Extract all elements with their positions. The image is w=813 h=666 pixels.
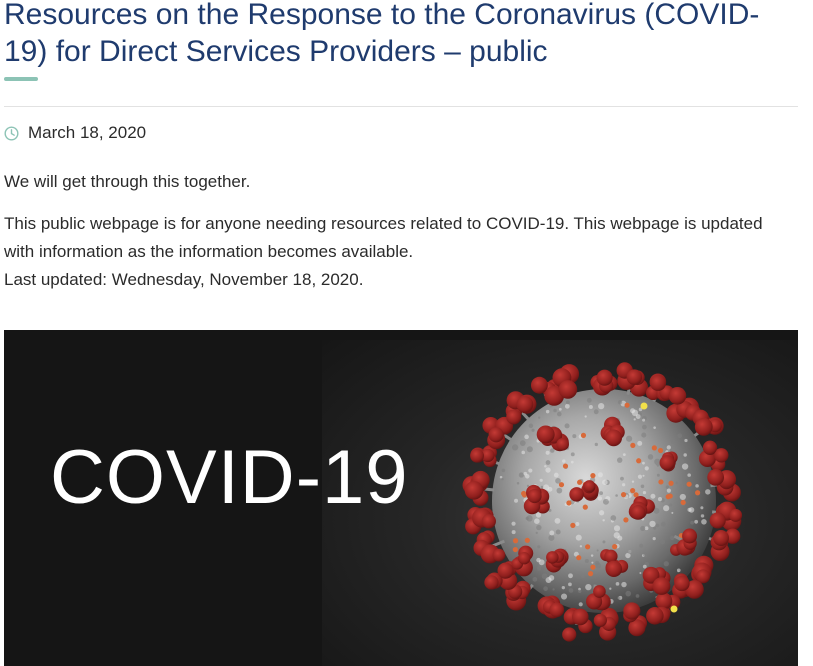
intro-text: We will get through this together.: [4, 172, 251, 191]
divider: [4, 106, 798, 107]
clock-icon: [4, 126, 19, 141]
post-date-row: [4, 123, 146, 143]
covid-banner-image: [4, 330, 798, 666]
banner-text: COVID-19: [50, 435, 409, 520]
coronavirus-illustration: [444, 336, 764, 666]
title-accent-underline: [4, 77, 38, 81]
page-title: Resources on the Response to the Coronavirus (COVID-19) for Direct Services Providers – public: [4, 0, 760, 68]
last-updated-text: Last updated: Wednesday, November 18, 2020.: [4, 270, 364, 289]
post-date: March 18, 2020: [28, 123, 147, 142]
description-text: This public webpage is for anyone needing resources related to COVID-19. This webpage is updated with information as the information becomes available.: [4, 214, 763, 261]
